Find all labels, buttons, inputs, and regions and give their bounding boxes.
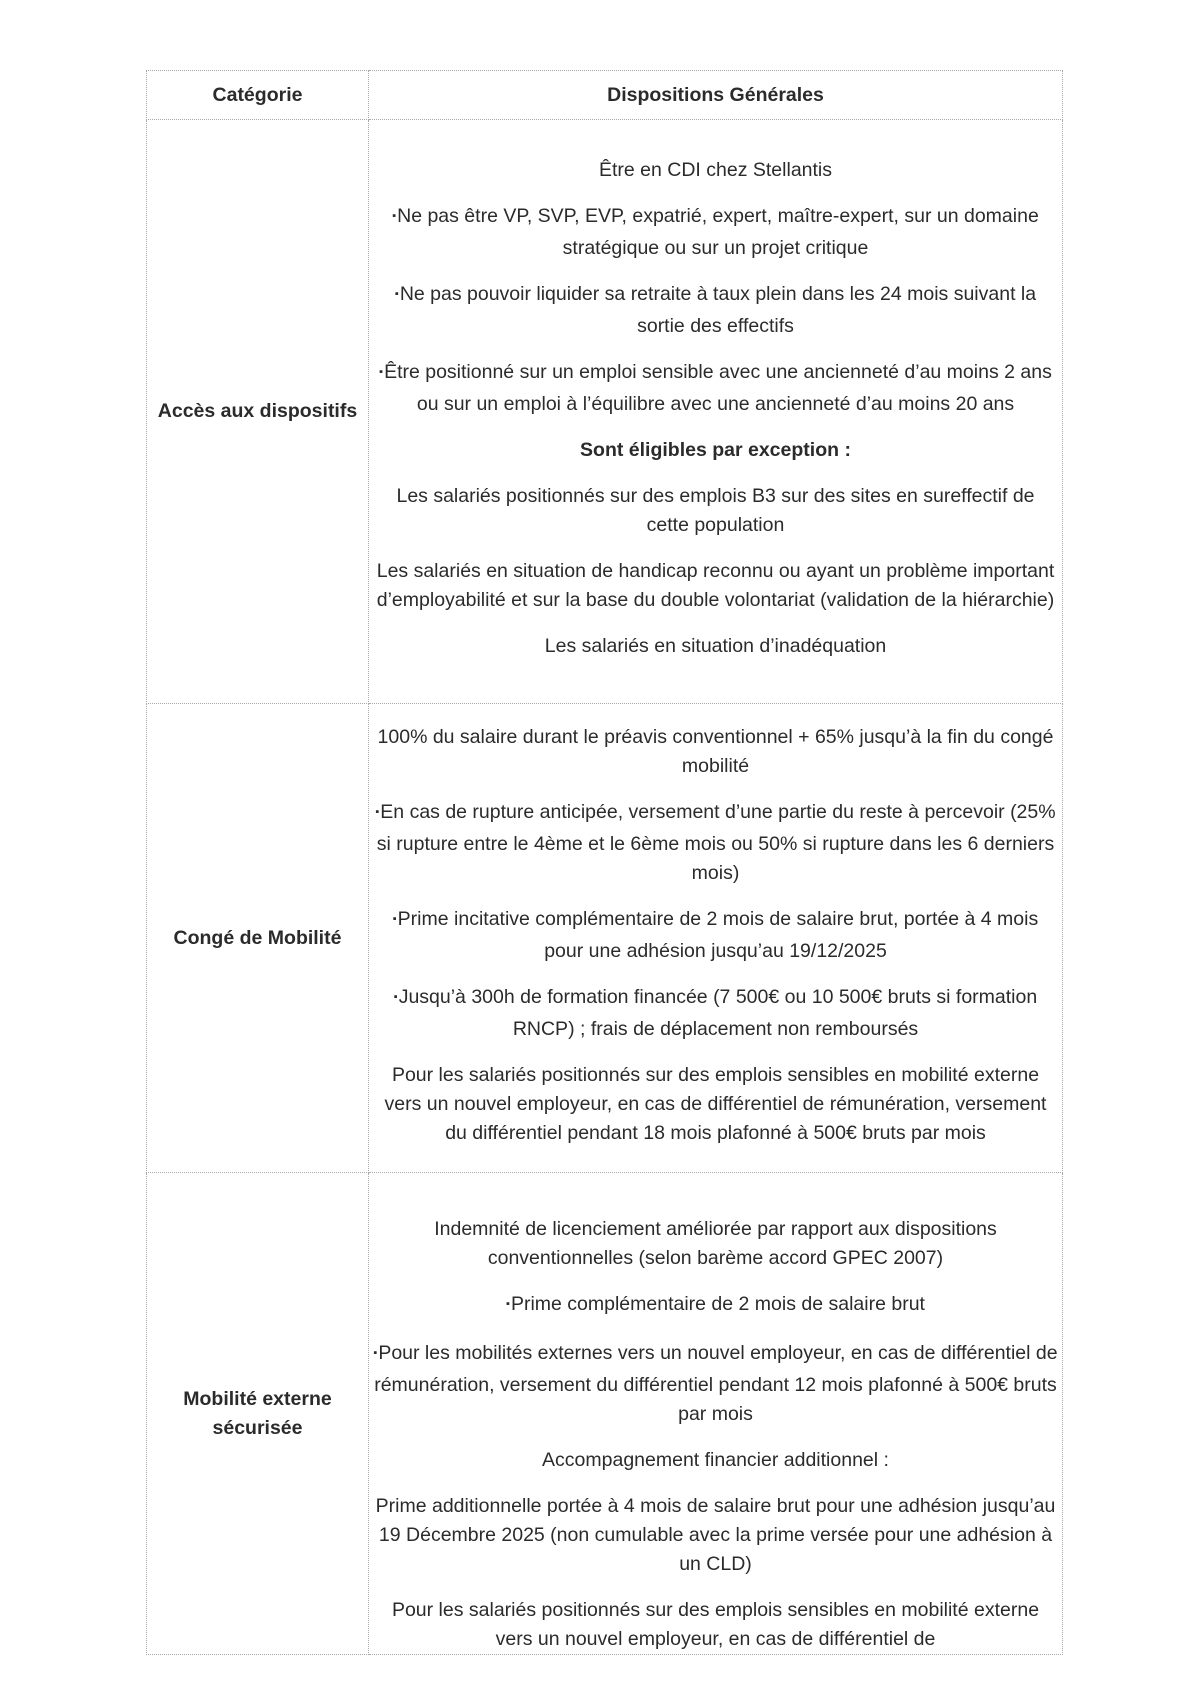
list-item: ▪En cas de rupture anticipée, versement d’une partie du reste à percevoir (25% si rupture entre le 4ème et le 6ème mois ou 50% si rupture dans les 6 derniers mois) [375, 801, 1056, 884]
list-item: Être en CDI chez Stellantis [598, 159, 833, 181]
list-item: Prime additionnelle portée à 4 mois de salaire brut pour une adhésion jusqu’au 19 Décembre 2025 (non cumulable avec la prime versée pour une adhésion à un CLD) [375, 1495, 1056, 1575]
list-item: Les salariés en situation d’inadéquation [544, 635, 887, 657]
bullet-icon: ▪ [392, 210, 397, 222]
list-item: Accompagnement financier additionnel : [542, 1449, 889, 1471]
bullet-icon: ▪ [393, 991, 398, 1003]
list-item: Pour les salariés positionnés sur des emplois sensibles en mobilité externe vers un nouvel employeur, en cas de différentiel de rémunération, versement du différentiel pendant 18 mois plafonné à 500€ bruts par mois [384, 1064, 1047, 1144]
dispositions-cell [369, 120, 1063, 704]
bullet-icon: ▪ [379, 366, 384, 378]
category-cell: Accès aux dispositifs [147, 120, 369, 704]
list-item: Les salariés en situation de handicap reconnu ou ayant un problème important d’employabilité et sur la base du double volontariat (validation de la hiérarchie) [376, 560, 1055, 611]
list-item: Les salariés positionnés sur des emplois B3 sur des sites en sureffectif de cette population [396, 485, 1035, 536]
category-cell: Mobilité externe sécurisée [147, 1173, 369, 1655]
table-header-row [147, 71, 1063, 120]
list-item: 100% du salaire durant le préavis conventionnel + 65% jusqu’à la fin du congé mobilité [377, 726, 1054, 777]
header-dispositions: Dispositions Générales [369, 71, 1063, 120]
header-category: Catégorie [147, 71, 369, 120]
bullet-icon: ▪ [373, 1347, 378, 1359]
bullet-icon: ▪ [506, 1298, 510, 1310]
list-item: Indemnité de licenciement améliorée par rapport aux dispositions conventionnelles (selon barème accord GPEC 2007) [434, 1218, 997, 1269]
list-item: ▪Ne pas être VP, SVP, EVP, expatrié, expert, maître-expert, sur un domaine stratégique ou sur un projet critique [392, 205, 1039, 259]
list-item: ▪Prime complémentaire de 2 mois de salaire brut [506, 1293, 925, 1315]
list-item: ▪Pour les mobilités externes vers un nouvel employeur, en cas de différentiel de rémunération, versement du différentiel pendant 12 mois plafonné à 500€ bruts par mois [373, 1342, 1058, 1425]
table-row-mobilite-externe [147, 1173, 1063, 1655]
list-item: ▪Être positionné sur un emploi sensible avec une ancienneté d’au moins 2 ans ou sur un emploi à l’équilibre avec une ancienneté d’au moins 20 ans [379, 361, 1052, 415]
dispositions-cell [369, 704, 1063, 1173]
category-cell: Congé de Mobilité [147, 704, 369, 1173]
list-item: Pour les salariés positionnés sur des emplois sensibles en mobilité externe vers un nouvel employeur, en cas de différentiel de [391, 1599, 1040, 1650]
table-row-conge-mobilite [147, 704, 1063, 1173]
list-item: ▪Prime incitative complémentaire de 2 mois de salaire brut, portée à 4 mois pour une adhésion jusqu’au 19/12/2025 [392, 908, 1039, 962]
bullet-icon: ▪ [394, 288, 399, 300]
bullet-icon: ▪ [375, 806, 380, 818]
list-item: ▪Jusqu’à 300h de formation financée (7 500€ ou 10 500€ bruts si formation RNCP) ; frais de déplacement non remboursés [393, 986, 1038, 1040]
dispositions-table [146, 70, 1063, 1655]
table-row-acces [147, 120, 1063, 704]
dispositions-cell [369, 1173, 1063, 1655]
bullet-icon: ▪ [392, 913, 397, 925]
list-item: ▪Ne pas pouvoir liquider sa retraite à taux plein dans les 24 mois suivant la sortie des effectifs [394, 283, 1037, 337]
exception-heading: Sont éligibles par exception : [580, 439, 851, 461]
